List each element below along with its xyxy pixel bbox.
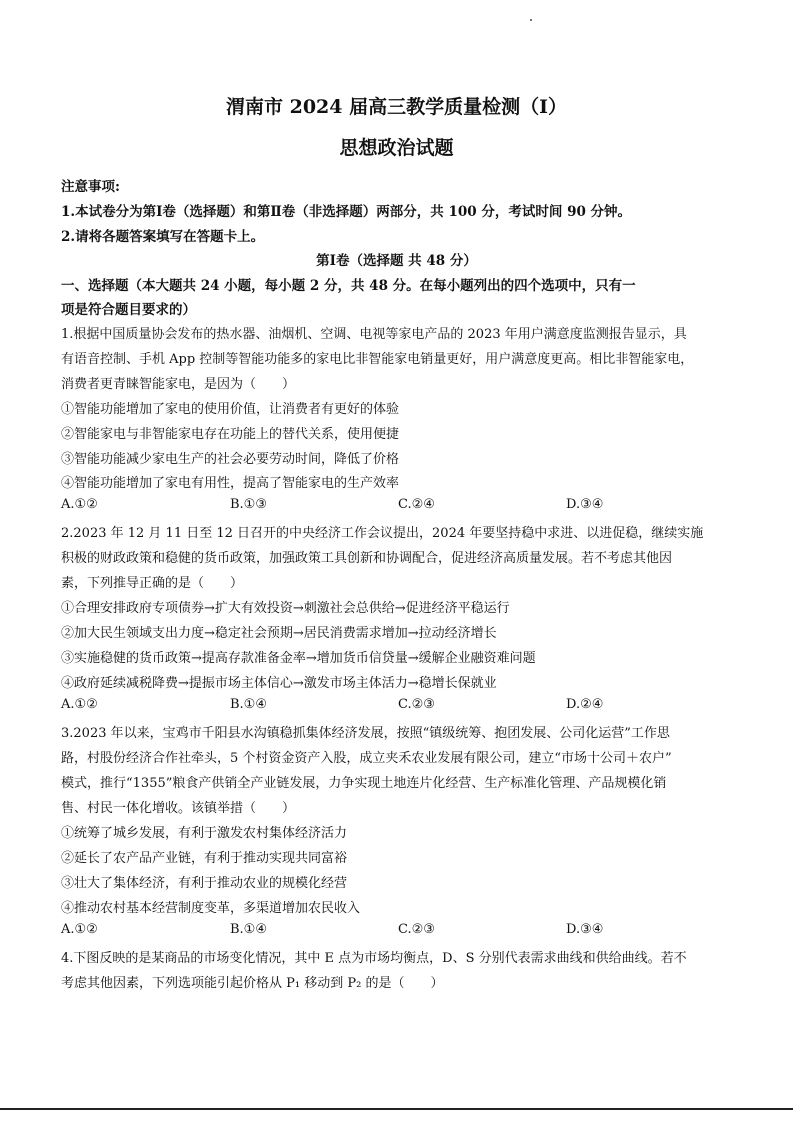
exam-subtitle: 思想政治试题	[339, 137, 454, 159]
scan-dot	[530, 19, 532, 21]
q2-stem-line: 2.2023 年 12 月 11 日至 12 日召开的中央经济工作会议提出，2024 年要坚持稳中求进、以进促稳，继续实施	[61, 526, 704, 541]
q3-stem-line: 3.2023 年以来，宝鸡市千阳县水沟镇稳抓集体经济发展，按照“镇级统筹、抱团发展、公司化运营”工作思	[61, 726, 670, 741]
q3-item: ①统筹了城乡发展，有利于激发农村集体经济活力	[61, 826, 348, 841]
option-a: A.①②	[61, 922, 98, 937]
q3-stem-line: 售、村民一体化增收。该镇举措（ ）	[61, 801, 296, 816]
q2-item: ③实施稳健的货币政策→提高存款准备金率→增加货币信贷量→缓解企业融资难问题	[61, 651, 536, 666]
q1-stem-line: 1.根据中国质量协会发布的热水器、油烟机、空调、电视等家电产品的 2023 年用户满意度监测报告显示，具	[61, 327, 687, 342]
part1-title: 第Ⅰ卷（选择题 共 48 分）	[316, 253, 477, 269]
q1-stem-line: 有语音控制、手机 App 控制等智能功能多的家电比非智能家电销量更好，用户满意度更高。相比非智能家电，	[61, 352, 694, 367]
q4-stem-line: 4.下图反映的是某商品的市场变化情况，其中 E 点为市场均衡点，D、S 分别代表需求曲线和供给曲线。若不	[61, 951, 687, 966]
option-d: D.③④	[566, 922, 604, 937]
q1-options	[61, 497, 741, 515]
option-a: A.①②	[61, 497, 98, 512]
q1-item: ④智能功能增加了家电有用性，提高了智能家电的生产效率	[61, 476, 400, 491]
q1-item: ②智能家电与非智能家电存在功能上的替代关系，使用便捷	[61, 427, 400, 442]
page-bottom-rule	[0, 1108, 793, 1110]
q1-item: ③智能功能减少家电生产的社会必要劳动时间，降低了价格	[61, 452, 400, 467]
q2-item: ④政府延续减税降费→提振市场主体信心→激发市场主体活力→稳增长保就业	[61, 676, 497, 691]
q3-stem-line: 路，村股份经济合作社牵头，5 个村资金资产入股，成立夹禾农业发展有限公司，建立“市场十公司＋农户”	[61, 751, 672, 766]
q3-options	[61, 922, 741, 940]
option-d: D.③④	[566, 497, 604, 512]
option-c: C.②③	[398, 697, 435, 712]
option-b: B.①④	[230, 922, 267, 937]
option-b: B.①④	[230, 697, 267, 712]
part1-instruction: 项是符合题目要求的）	[61, 302, 196, 318]
option-c: C.②③	[398, 922, 435, 937]
q2-options	[61, 697, 741, 715]
q2-item: ①合理安排政府专项债券→扩大有效投资→刺激社会总供给→促进经济平稳运行	[61, 601, 510, 616]
option-a: A.①②	[61, 697, 98, 712]
q3-item: ④推动农村基本经营制度变革，多渠道增加农民收入	[61, 901, 361, 916]
option-c: C.②④	[398, 497, 435, 512]
notice-heading: 注意事项:	[61, 179, 120, 195]
q3-item: ③壮大了集体经济，有利于推动农业的规模化经营	[61, 876, 348, 891]
q3-item: ②延长了农产品产业链，有利于推动实现共同富裕	[61, 851, 348, 866]
q2-stem-line: 积极的财政政策和稳健的货币政策，加强政策工具创新和协调配合，促进经济高质量发展。若不考虑其他因	[61, 551, 673, 566]
q3-stem-line: 模式，推行“1355”粮食产供销全产业链发展，力争实现土地连片化经营、生产标准化管理、产品规模化销	[61, 776, 667, 791]
part1-instruction: 一、选择题（本大题共 24 小题，每小题 2 分，共 48 分。在每小题列出的四个选项中，只有一	[61, 278, 636, 294]
option-b: B.①③	[230, 497, 267, 512]
notice-item: 2.请将各题答案填写在答题卡上。	[61, 229, 265, 245]
q2-item: ②加大民生领域支出力度→稳定社会预期→居民消费需求增加→拉动经济增长	[61, 626, 497, 641]
q2-stem-line: 素，下列推导正确的是（ ）	[61, 576, 244, 591]
notice-item: 1.本试卷分为第Ⅰ卷（选择题）和第Ⅱ卷（非选择题）两部分，共 100 分，考试时间 90 分钟。	[61, 204, 632, 220]
q1-stem-line: 消费者更青睐智能家电，是因为（ ）	[61, 377, 296, 392]
q1-item: ①智能功能增加了家电的使用价值，让消费者有更好的体验	[61, 402, 400, 417]
q4-stem-line: 考虑其他因素，下列选项能引起价格从 P₁ 移动到 P₂ 的是（ ）	[61, 976, 444, 991]
exam-title: 渭南市 2024 届高三教学质量检测（Ⅰ）	[226, 96, 567, 118]
option-d: D.②④	[566, 697, 604, 712]
